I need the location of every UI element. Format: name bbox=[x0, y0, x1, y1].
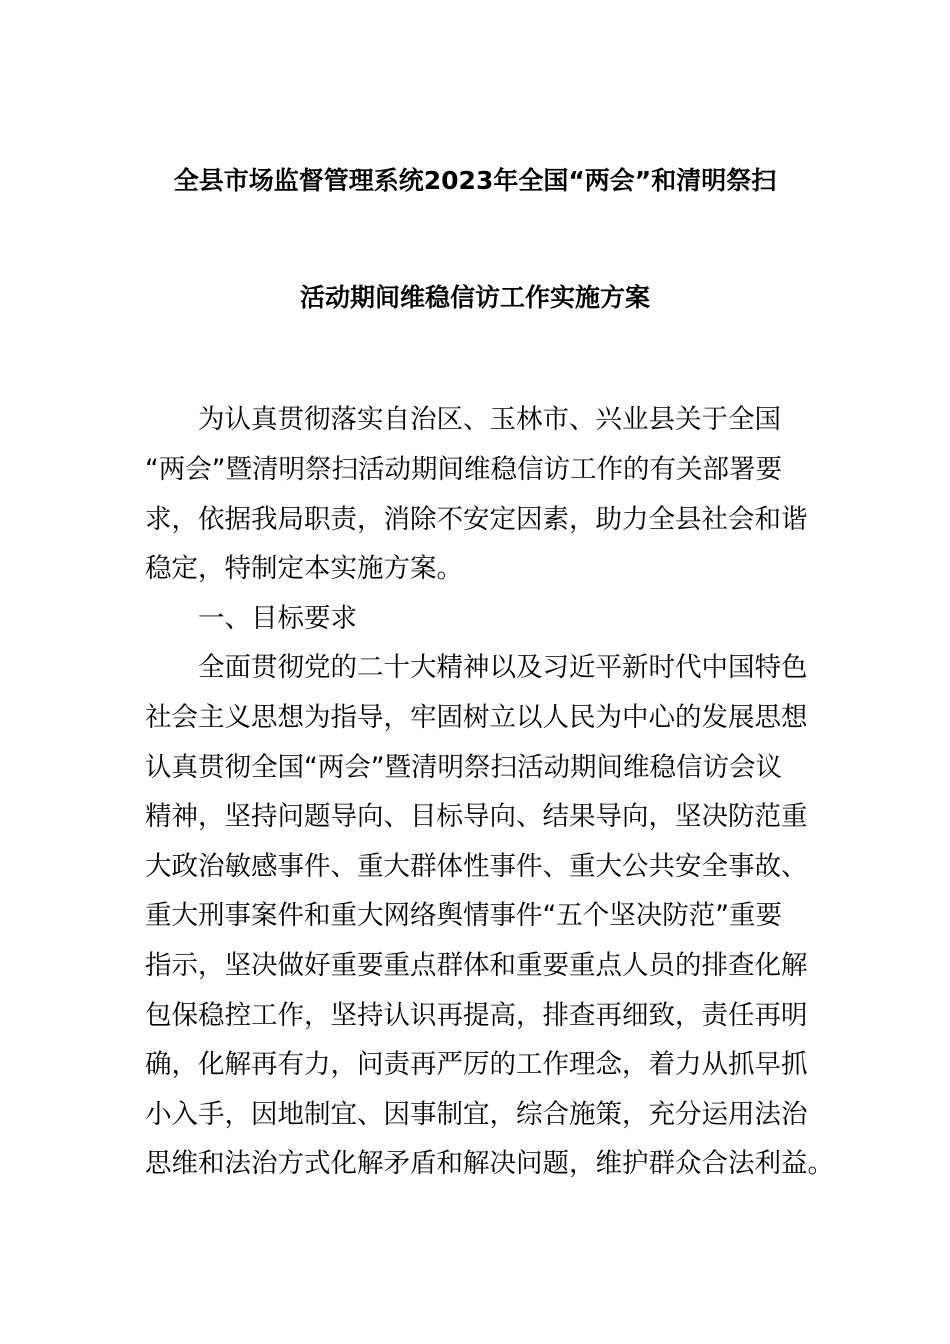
body-line: 求，依据我局职责，消除不安定因素，助力全县社会和谐 bbox=[145, 504, 808, 535]
body-line: 思维和法治方式化解矛盾和解决问题，维护群众合法利益。 bbox=[145, 1148, 834, 1179]
body-line: 指示，坚决做好重要重点群体和重要重点人员的排查化解 bbox=[145, 950, 808, 981]
body-line: 大政治敏感事件、重大群体性事件、重大公共安全事故、 bbox=[145, 851, 808, 882]
section-heading-goals: 一、目标要求 bbox=[145, 603, 357, 634]
body-line: 稳定，特制定本实施方案。 bbox=[145, 553, 463, 584]
body-line: “两会”暨清明祭扫活动期间维稳信访工作的有关部署要 bbox=[145, 454, 782, 485]
body-line: 重大刑事案件和重大网络舆情事件“五个坚决防范”重要 bbox=[145, 900, 782, 931]
body-line: 社会主义思想为指导，牢固树立以人民为中心的发展思想 bbox=[145, 702, 808, 733]
body-line: 包保稳控工作，坚持认识再提高，排查再细致，责任再明 bbox=[145, 1000, 808, 1031]
body-line: 全面贯彻党的二十大精神以及习近平新时代中国特色 bbox=[145, 652, 808, 683]
body-line: 精神，坚持问题导向、目标导向、结果导向，坚决防范重 bbox=[145, 801, 808, 832]
document-title-line-1: 全县市场监督管理系统2023年全国“两会”和清明祭扫 bbox=[173, 166, 777, 195]
body-line: 为认真贯彻落实自治区、玉林市、兴业县关于全国 bbox=[145, 404, 781, 435]
body-line: 认真贯彻全国“两会”暨清明祭扫活动期间维稳信访会议 bbox=[145, 752, 782, 783]
body-line: 确，化解再有力，问责再严厉的工作理念，着力从抓早抓 bbox=[145, 1049, 808, 1080]
document-title-line-2: 活动期间维稳信访工作实施方案 bbox=[299, 283, 650, 312]
body-line: 小入手，因地制宜、因事制宜，综合施策，充分运用法治 bbox=[145, 1099, 808, 1130]
